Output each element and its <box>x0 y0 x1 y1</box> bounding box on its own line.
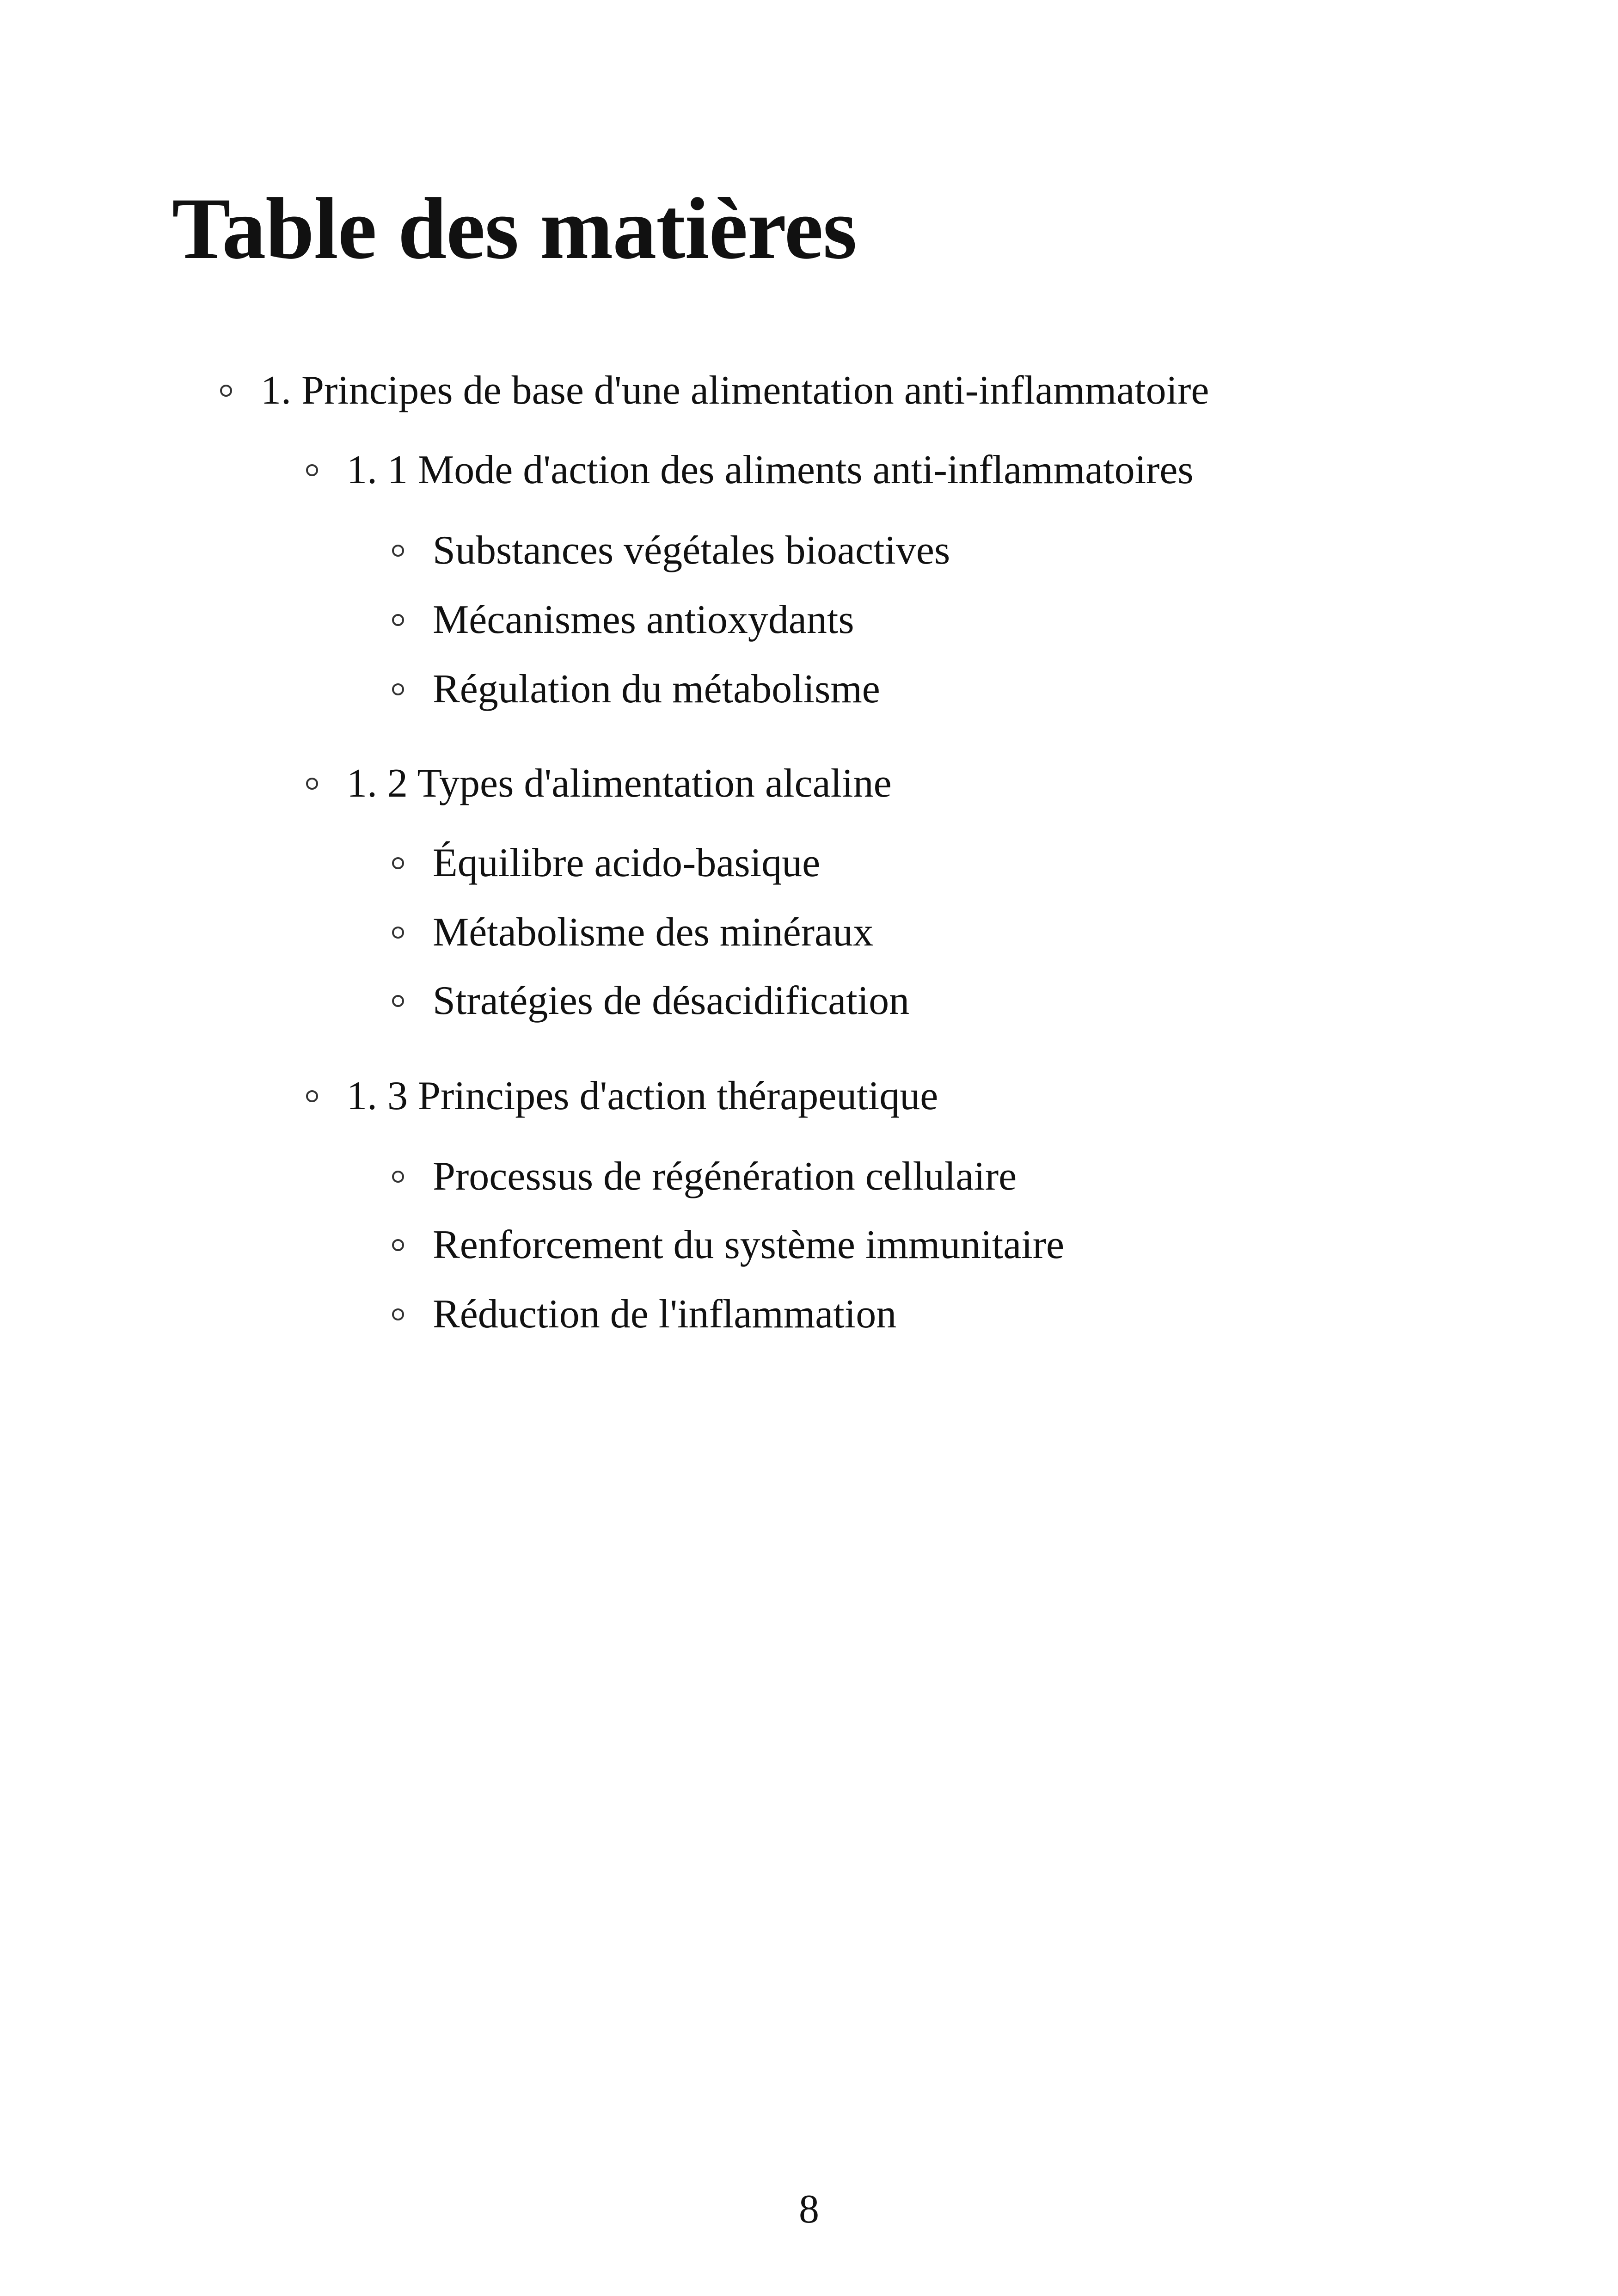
toc-entry-label: Métabolisme des minéraux <box>433 910 874 955</box>
toc-entry-label: 1. 2 Types d'alimentation alcaline <box>347 761 892 806</box>
toc-entry-subsection[interactable] <box>392 595 854 645</box>
hollow-circle-bullet-icon <box>392 545 404 557</box>
hollow-circle-bullet-icon <box>392 927 404 939</box>
hollow-circle-bullet-icon <box>392 683 404 695</box>
hollow-circle-bullet-icon <box>220 385 232 397</box>
hollow-circle-bullet-icon <box>392 857 404 869</box>
toc-entry-label: Réduction de l'inflammation <box>433 1292 897 1337</box>
hollow-circle-bullet-icon <box>392 1171 404 1183</box>
toc-entry-label: Renforcement du système immunitaire <box>433 1222 1065 1267</box>
hollow-circle-bullet-icon <box>306 1090 318 1102</box>
toc-entry-label: Processus de régénération cellulaire <box>433 1154 1017 1199</box>
hollow-circle-bullet-icon <box>392 1239 404 1251</box>
toc-entry-label: Mécanismes antioxydants <box>433 597 854 642</box>
hollow-circle-bullet-icon <box>392 614 404 626</box>
toc-entry-subsection[interactable] <box>392 907 873 958</box>
page-title: Table des matières <box>172 180 857 277</box>
toc-entry-subsection[interactable] <box>392 664 880 715</box>
hollow-circle-bullet-icon <box>306 464 318 476</box>
toc-entry-subsection[interactable] <box>392 1151 1017 1202</box>
toc-entry-label: Régulation du métabolisme <box>433 667 880 712</box>
toc-entry-subsection[interactable] <box>392 1289 896 1340</box>
toc-entry-subsection[interactable] <box>392 838 820 889</box>
toc-entry-subsection[interactable] <box>392 976 909 1026</box>
toc-entry-section-1-3[interactable] <box>306 1071 938 1122</box>
toc-entry-label: Substances végétales bioactives <box>433 528 950 573</box>
hollow-circle-bullet-icon <box>392 1308 404 1320</box>
toc-entry-label: Équilibre acido-basique <box>433 841 821 885</box>
toc-entry-subsection[interactable] <box>392 525 950 576</box>
hollow-circle-bullet-icon <box>392 995 404 1007</box>
toc-entry-section-1-2[interactable] <box>306 758 892 809</box>
page-number: 8 <box>799 2187 819 2232</box>
toc-entry-label: 1. 1 Mode d'action des aliments anti-inflammatoires <box>347 448 1194 492</box>
hollow-circle-bullet-icon <box>306 778 318 790</box>
toc-entry-chapter-1[interactable] <box>220 365 1209 416</box>
toc-entry-label: 1. 3 Principes d'action thérapeutique <box>347 1074 938 1118</box>
toc-entry-label: Stratégies de désacidification <box>433 978 910 1023</box>
toc-entry-label: 1. Principes de base d'une alimentation anti-inflammatoire <box>261 368 1209 413</box>
toc-entry-section-1-1[interactable] <box>306 445 1194 496</box>
toc-entry-subsection[interactable] <box>392 1220 1064 1271</box>
